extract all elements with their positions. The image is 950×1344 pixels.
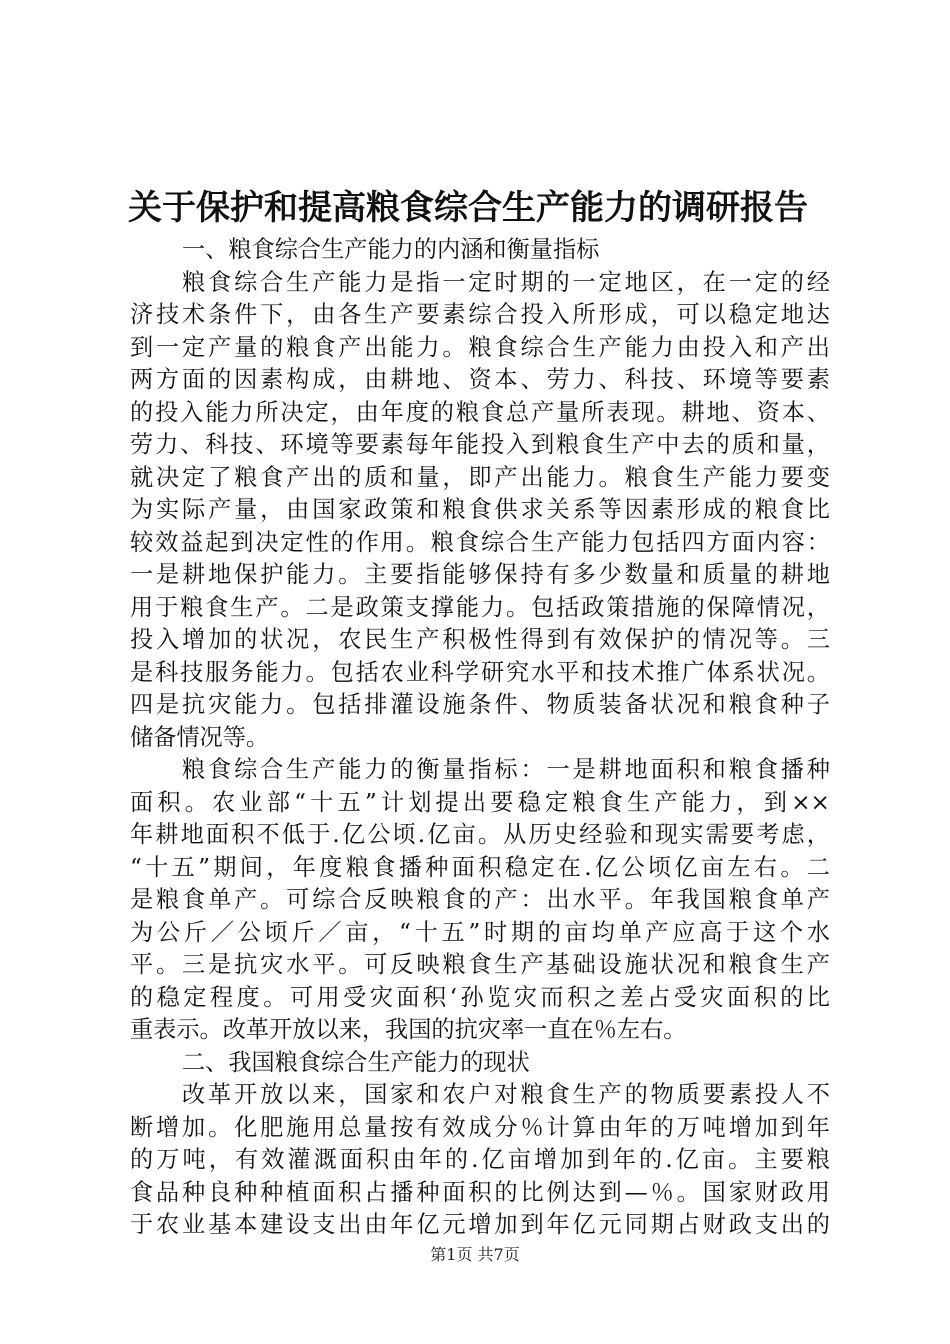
- paragraph-line: 平。三是抗灾水平。可反映粮食生产基础设施状况和粮食生产: [130, 951, 830, 978]
- paragraph-line: 年耕地面积不低于.亿公顷.亿亩。从历史经验和现实需要考虑，: [130, 821, 830, 848]
- paragraph-line: “十五”期间，年度粮食播种面积稳定在.亿公顷亿亩左右。二: [130, 853, 830, 881]
- page-number-footer: 第1页 共7页: [430, 1245, 520, 1264]
- paragraph-line: 的投入能力所决定，由年度的粮食总产量所表现。耕地、资本、: [130, 398, 830, 426]
- document-body: [130, 234, 830, 1242]
- paragraph-line: 较效益起到决定性的作用。粮食综合生产能力包括四方面内容：: [130, 528, 830, 556]
- paragraph-line: 是粮食单产。可综合反映粮食的产：出水平。年我国粮食单产: [130, 886, 830, 913]
- paragraph-line: 用于粮食生产。二是政策支撑能力。包括政策措施的保障情况，: [130, 593, 830, 621]
- paragraph-line: 的万吨，有效灌溉面积由年的.亿亩增加到年的.亿亩。主要粮: [130, 1146, 830, 1173]
- paragraph-line: 食品种良种种植面积占播种面积的比例达到—％。国家财政用: [130, 1178, 830, 1206]
- paragraph-line: 粮食综合生产能力的衡量指标：一是耕地面积和粮食播种: [182, 756, 830, 783]
- paragraph-line: 济技术条件下，由各生产要素综合投入所形成，可以稳定地达: [130, 301, 830, 328]
- paragraph-line: 储备情况等。: [130, 723, 270, 751]
- paragraph-line: 的稳定程度。可用受灾面积‘孙览灾而积之差占受灾面积的比: [130, 983, 830, 1011]
- paragraph-line: 一是耕地保护能力。主要指能够保持有多少数量和质量的耕地: [130, 561, 830, 588]
- paragraph-line: 是科技服务能力。包括农业科学研究水平和技术推广体系状况。: [130, 658, 830, 686]
- section-heading: 二、我国粮食综合生产能力的现状: [182, 1048, 530, 1076]
- document-title: 关于保护和提高粮食综合生产能力的调研报告: [128, 188, 808, 228]
- paragraph-line: 断增加。化肥施用总量按有效成分％计算由年的万吨增加到年: [130, 1113, 830, 1141]
- paragraph-line: 为实际产量，由国家政策和粮食供求关系等因素形成的粮食比: [130, 496, 830, 523]
- paragraph-line: 就决定了粮食产出的质和量，即产出能力。粮食生产能力要变: [130, 463, 830, 491]
- paragraph-line: 重表示。改革开放以来，我国的抗灾率一直在％左右。: [130, 1016, 687, 1043]
- paragraph-line: 为公斤／公顷斤／亩，“十五”时期的亩均单产应高于这个水: [130, 918, 830, 946]
- section-heading: 一、粮食综合生产能力的内涵和衡量指标: [182, 236, 600, 263]
- paragraph-line: 两方面的因素构成，由耕地、资本、劳力、科技、环境等要素: [130, 366, 830, 393]
- paragraph-line: 于农业基本建设支出由年亿元增加到年亿元同期占财政支出的: [130, 1211, 830, 1238]
- paragraph-line: 劳力、科技、环境等要素每年能投入到粮食生产中去的质和量，: [130, 431, 830, 458]
- paragraph-line: 四是抗灾能力。包括排灌设施条件、物质装备状况和粮食种子: [130, 691, 830, 718]
- paragraph-line: 到一定产量的粮食产出能力。粮食综合生产能力由投入和产出: [130, 333, 830, 361]
- paragraph-line: 改革开放以来，国家和农户对粮食生产的物质要素投人不: [182, 1081, 830, 1108]
- paragraph-line: 粮食综合生产能力是指一定时期的一定地区，在一定的经: [182, 268, 830, 296]
- paragraph-line: 面积。农业部“十五”计划提出要稳定粮食生产能力，到××: [130, 788, 830, 816]
- paragraph-line: 投入增加的状况，农民生产积极性得到有效保护的情况等。三: [130, 626, 830, 653]
